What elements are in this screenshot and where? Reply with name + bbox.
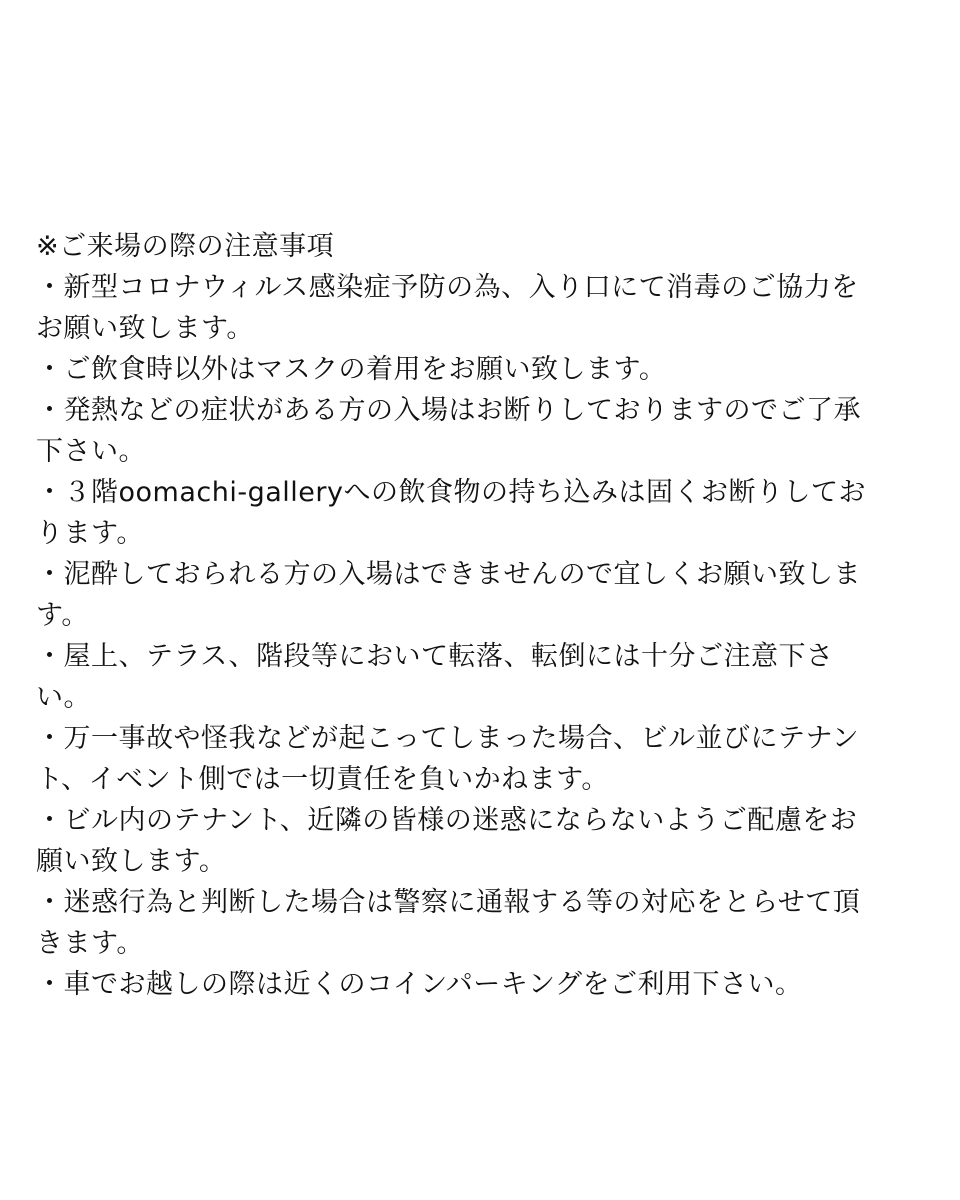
notice-item-line: い。 xyxy=(36,682,91,713)
notice-item-line: ・３階oomachi-galleryへの飲食物の持ち込みは固くお断りしてお xyxy=(36,477,866,508)
notice-item-line: 下さい。 xyxy=(36,436,146,467)
notice-item xyxy=(36,800,936,882)
notice-item-line: ・万一事故や怪我などが起こってしまった場合、ビル並びにテナン xyxy=(36,723,860,754)
notice-item xyxy=(36,267,936,349)
notice-item xyxy=(36,964,936,1005)
notice-item-line: ・発熱などの症状がある方の入場はお断りしておりますのでご了承 xyxy=(36,395,861,426)
notice-item-line: 願い致します。 xyxy=(36,846,227,877)
notice-item-line: す。 xyxy=(36,600,89,631)
notice-item-line: ・ご飲食時以外はマスクの着用をお願い致します。 xyxy=(36,354,667,385)
notice-section xyxy=(36,226,936,1005)
notice-item xyxy=(36,882,936,964)
notice-item-line: ・屋上、テラス、階段等において転落、転倒には十分ご注意下さ xyxy=(36,641,834,672)
notice-item-line: きます。 xyxy=(36,928,144,959)
notice-item-line: ります。 xyxy=(36,518,144,549)
notice-item-line: ・車でお越しの際は近くのコインパーキングをご利用下さい。 xyxy=(36,969,803,1000)
notice-item-line: ・新型コロナウィルス感染症予防の為、入り口にて消毒のご協力を xyxy=(36,272,859,303)
notice-item xyxy=(36,554,936,636)
notice-item-line: ト、イベント側では一切責任を負いかねます。 xyxy=(36,764,609,795)
notice-item-line: ・ビル内のテナント、近隣の皆様の迷惑にならないようご配慮をお xyxy=(36,805,858,836)
notice-item-line: お願い致します。 xyxy=(36,313,254,344)
notice-title: ※ご来場の際の注意事項 xyxy=(36,231,335,262)
notice-item xyxy=(36,718,936,800)
notice-item xyxy=(36,636,936,718)
notice-item xyxy=(36,349,936,390)
notice-item xyxy=(36,390,936,472)
notice-item-line: ・泥酔しておられる方の入場はできませんので宜しくお願い致しま xyxy=(36,559,861,590)
notice-item-line: ・迷惑行為と判断した場合は警察に通報する等の対応をとらせて頂 xyxy=(36,887,861,918)
notice-item xyxy=(36,472,936,554)
